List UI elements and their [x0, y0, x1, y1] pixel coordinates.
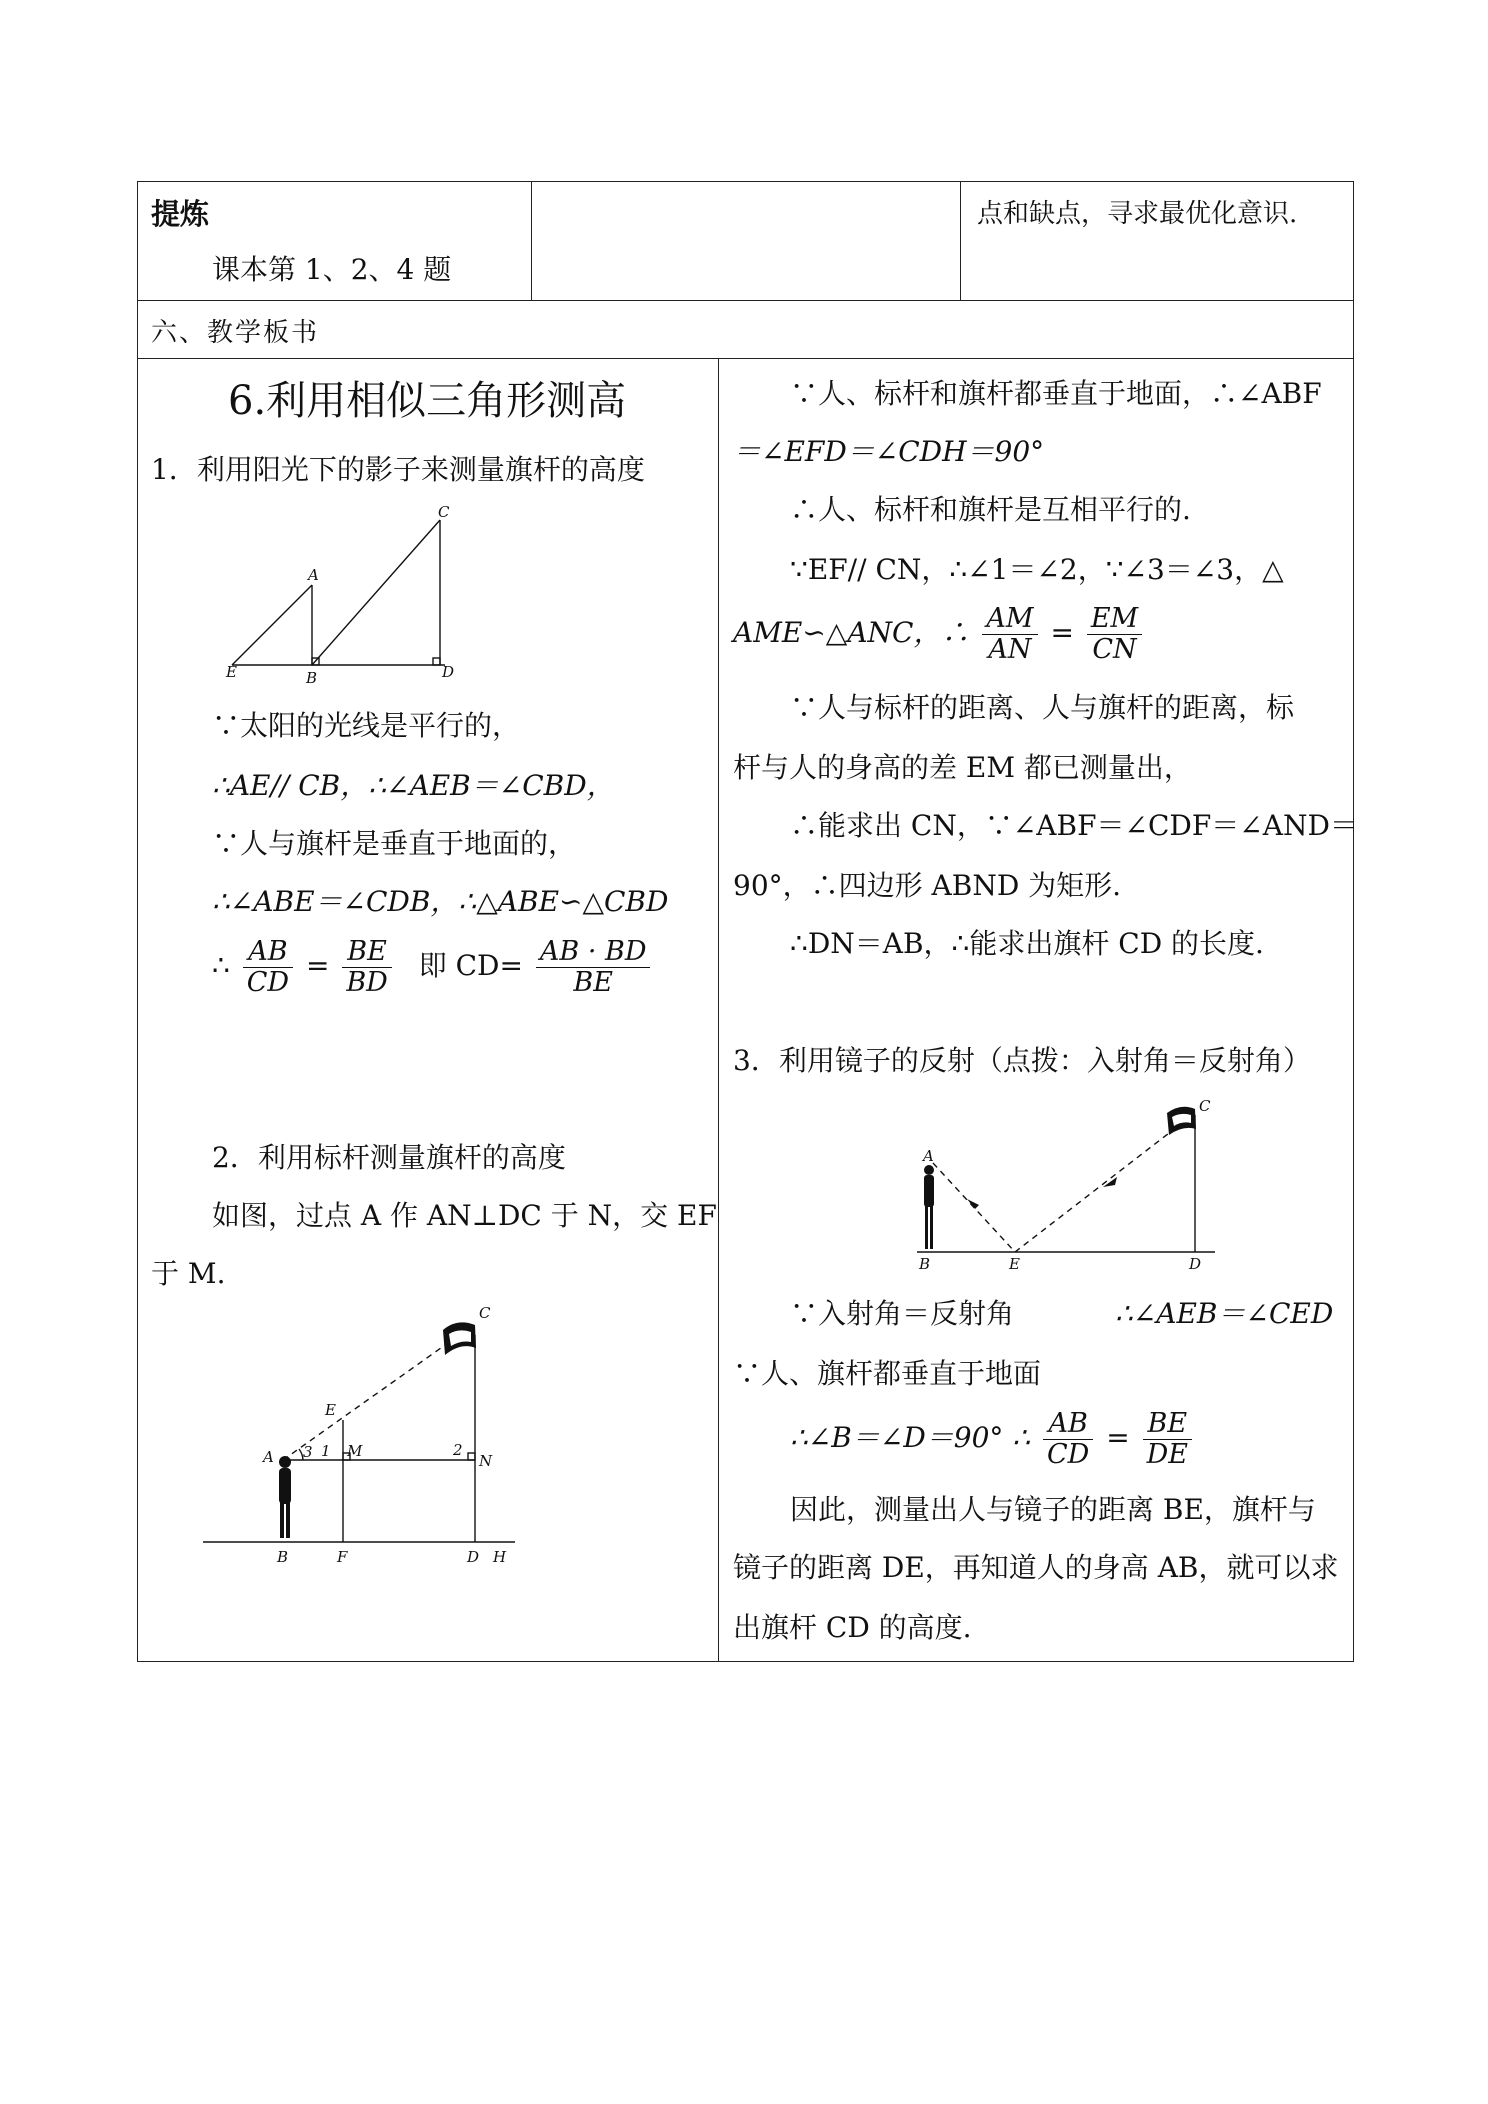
mirror-figure — [905, 1095, 1225, 1275]
item1-heading: 1．利用阳光下的影子来测量旗杆的高度 — [151, 453, 645, 486]
proof2-line2: ＝∠EFD＝∠CDH＝90° — [733, 435, 1045, 468]
fig1-label-d: D — [442, 663, 455, 681]
board-title: 6.利用相似三角形测高 — [228, 378, 627, 424]
fig2-label-f: F — [337, 1548, 348, 1566]
cd-expression: 即 CD= — [418, 949, 523, 982]
fig2-angle-2: 2 — [453, 1441, 463, 1459]
frac-num: AB · BD — [536, 937, 651, 968]
proof2-line3: ∴人、标杆和旗杆是互相平行的. — [790, 493, 1191, 526]
proof2-line1: ∵人、标杆和旗杆都垂直于地面，∴∠ABF — [790, 377, 1322, 410]
fig3-label-d: D — [1189, 1255, 1202, 1273]
fig2-label-m: M — [347, 1442, 363, 1460]
item2-line1: 如图，过点 A 作 AN⊥DC 于 N，交 EF — [212, 1199, 717, 1232]
proof3-line2: ∵人、旗杆都垂直于地面 — [733, 1357, 1042, 1390]
proof2-line10: ∴DN＝AB，∴能求出旗杆 CD 的长度. — [790, 927, 1264, 960]
fig3-label-a: A — [923, 1147, 934, 1165]
proof1-line4: ∴∠ABE＝∠CDB，∴△ABE∽△CBD — [212, 885, 669, 918]
frac-den: BE — [573, 967, 613, 998]
fig1-label-b: B — [306, 669, 318, 687]
fig2-label-d: D — [467, 1548, 480, 1566]
frac-den: CN — [1092, 634, 1137, 665]
proof2-line8: ∴能求出 CN，∵∠ABF＝∠CDF＝∠AND＝ — [790, 809, 1358, 842]
fig1-label-c: C — [438, 505, 450, 521]
proof1-fraction-line — [212, 930, 654, 1002]
row-heading: 提炼 — [151, 197, 210, 231]
fig1-label-e: E — [226, 663, 237, 681]
fig2-label-b: B — [277, 1548, 289, 1566]
equals-sign: = — [1106, 1421, 1130, 1454]
fig3-label-e: E — [1009, 1255, 1020, 1273]
frac-den: CD — [246, 967, 290, 998]
item2-heading: 2．利用标杆测量旗杆的高度 — [212, 1141, 566, 1174]
fig3-label-b: B — [919, 1255, 931, 1273]
row-note: 点和缺点，寻求最优化意识. — [977, 199, 1298, 229]
row-text: 课本第 1、2、4 题 — [212, 253, 452, 286]
proof2-line4: ∵EF// CN，∴∠1＝∠2，∵∠3＝∠3，△ — [790, 553, 1284, 586]
benchmark-figure — [195, 1300, 540, 1575]
proof2-fraction-line — [733, 597, 1146, 669]
frac-num: AB — [1043, 1409, 1093, 1440]
frac-num: BE — [342, 937, 392, 968]
fig2-label-n: N — [479, 1452, 493, 1470]
section-title: 六、教学板书 — [151, 318, 320, 348]
proof3-fraction-line — [790, 1402, 1196, 1474]
proof2-line6: ∵人与标杆的距离、人与旗杆的距离，标 — [790, 691, 1295, 724]
frac-den: AN — [988, 634, 1032, 665]
shadow-figure — [220, 505, 460, 695]
frac-den: DE — [1146, 1439, 1188, 1470]
fig2-angle-3: 3 — [303, 1443, 313, 1461]
fig2-label-a: A — [263, 1448, 274, 1466]
proof1-line1: ∵太阳的光线是平行的， — [212, 709, 521, 742]
proof1-line2: ∴AE// CB，∴∠AEB＝∠CBD， — [212, 769, 615, 802]
frac-num: EM — [1087, 604, 1142, 635]
therefore-sign: ∴ — [212, 949, 230, 982]
equals-sign: = — [305, 949, 330, 982]
proof3-line4: 因此，测量出人与镜子的距离 BE，旗杆与 — [790, 1493, 1316, 1526]
fig2-label-c: C — [479, 1304, 491, 1322]
proof3-line1a: ∵入射角＝反射角 — [790, 1297, 1015, 1330]
right-angle-statement: ∴∠B＝∠D＝90° ∴ — [790, 1421, 1031, 1454]
similarity-statement: AME∽△ANC，∴ — [733, 616, 970, 649]
proof3-line1b: ∴∠AEB＝∠CED — [1115, 1297, 1334, 1330]
proof2-line7: 杆与人的身高的差 EM 都已测量出， — [733, 751, 1192, 784]
fig1-label-a: A — [308, 566, 319, 584]
equals-sign: = — [1050, 616, 1074, 649]
fig2-label-h: H — [493, 1548, 507, 1566]
fig3-label-c: C — [1199, 1097, 1211, 1115]
item3-heading: 3．利用镜子的反射（点拨：入射角＝反射角） — [733, 1044, 1311, 1077]
item2-line2: 于 M. — [151, 1257, 226, 1290]
frac-num: AM — [982, 604, 1037, 635]
proof1-line3: ∵人与旗杆是垂直于地面的， — [212, 827, 577, 860]
frac-den: BD — [346, 967, 388, 998]
frac-num: AB — [243, 937, 293, 968]
fig2-label-e: E — [325, 1401, 336, 1419]
proof2-line9: 90°，∴四边形 ABND 为矩形. — [733, 869, 1122, 902]
fig2-angle-1: 1 — [321, 1442, 331, 1460]
proof3-line5: 镜子的距离 DE，再知道人的身高 AB，就可以求 — [733, 1551, 1339, 1584]
frac-den: CD — [1047, 1439, 1090, 1470]
proof3-line6: 出旗杆 CD 的高度. — [733, 1611, 972, 1644]
frac-num: BE — [1143, 1409, 1192, 1440]
